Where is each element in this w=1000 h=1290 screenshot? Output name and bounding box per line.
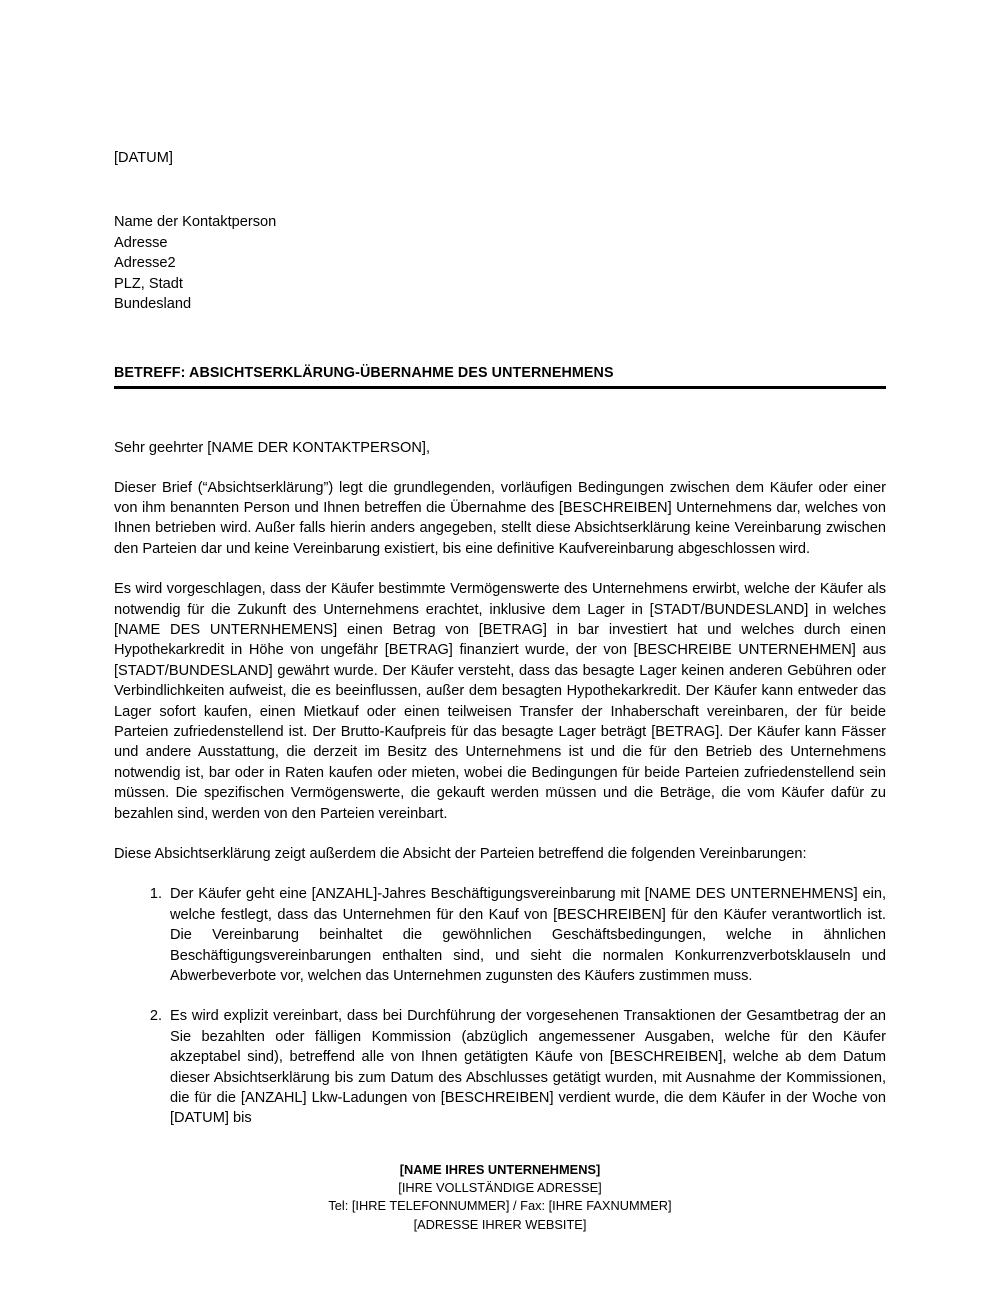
body-paragraph: Dieser Brief (“Absichtserklärung”) legt die grundlegenden, vorläufigen Bedingungen zwischen dem Käufer oder einer von ihm benannten Person und Ihnen betreffen die Übernahme des [BESCHREIBEN] Unternehmens dar, welches von Ihnen betrieben wird. Außer falls hierin anders angegeben, stellt diese Absichtserklärung keine Vereinbarung zwischen den Parteien dar und keine Vereinbarung existiert, bis eine definitive Kaufvereinbarung abgeschlossen wird. (114, 479, 886, 557)
subject-divider (114, 386, 886, 389)
salutation: Sehr geehrter [NAME DER KONTAKTPERSON], (114, 439, 431, 456)
footer-address: [IHRE VOLLSTÄNDIGE ADRESSE] (398, 1180, 602, 1196)
letter-content (114, 0, 886, 1129)
recipient-line: Name der Kontaktperson (114, 214, 277, 230)
date-line: [DATUM] (114, 150, 173, 166)
recipient-line: Bundesland (114, 296, 192, 312)
agreements-list (114, 884, 886, 1128)
recipient-address-block (114, 212, 886, 315)
recipient-line: Adresse2 (114, 255, 176, 271)
subject-line: BETREFF: ABSICHTSERKLÄRUNG-ÜBERNAHME DES UNTERNEHMENS (114, 364, 614, 381)
footer-company-name: [NAME IHRES UNTERNEHMENS] (399, 1162, 601, 1177)
list-item: Es wird explizit vereinbart, dass bei Durchführung der vorgesehenen Transaktionen der Gesamtbetrag der an Sie bezahlten oder fälligen Kommission (abzüglich angemessener Ausgaben, welche für den Käufer akzeptabel sind), betreffend alle von Ihnen getätigten Käufe von [BESCHREIBEN], welche ab dem Datum dieser Absichtserklärung bis zum Datum des Abschlusses getätigt wurden, mit Ausnahme der Kommissionen, die für die [ANZAHL] Lkw-Ladungen von [BESCHREIBEN] verdient wurde, die dem Käufer in der Woche von [DATUM] bis (170, 1008, 886, 1127)
subject-block (114, 364, 886, 389)
recipient-line: PLZ, Stadt (114, 275, 183, 292)
footer-contact: Tel: [IHRE TELEFONNUMMER] / Fax: [IHRE FAXNUMMER] (328, 1198, 672, 1214)
body-paragraph: Diese Absichtserklärung zeigt außerdem die Absicht der Parteien betreffend die folgenden Vereinbarungen: (114, 846, 807, 862)
recipient-line: Adresse (114, 234, 168, 251)
footer-website: [ADRESSE IHRER WEBSITE] (413, 1216, 587, 1232)
letter-footer (0, 1161, 1000, 1234)
body-paragraph: Es wird vorgeschlagen, dass der Käufer bestimmte Vermögenswerte des Unternehmens erwirbt, welche der Käufer als notwendig für die Zukunft des Unternehmens erachtet, inklusive dem Lager in [STADT/BUNDESLAND] in welches [NAME DES UNTERNHEMENS] einen Betrag von [BETRAG] in bar investiert hat und welches durch einen Hypothekarkredit in Höhe von ungefähr [BETRAG] finanziert wurde, der von [BESCHREIBE UNTERNEHMEN] aus [STADT/BUNDESLAND] gewährt wurde. Der Käufer versteht, dass das besagte Lager keinen anderen Gebühren oder Verbindlichkeiten aufweist, die es beeinflussen, außer dem besagten Hypothekarkredit. Der Käufer kann entweder das Lager sofort kaufen, einen Mietkauf oder einen teilweisen Transfer der Inhaberschaft vereinbaren, der für beide Parteien zufriedenstellend ist. Der Brutto-Kaufpreis für das besagte Lager beträgt [BETRAG]. Der Käufer kann Fässer und andere Ausstattung, die derzeit im Besitz des Unternehmens ist und die für den Betrieb des Unternehmens notwendig ist, bar oder in Raten kaufen oder mieten, wobei die Bedingungen für beide Parteien zufriedenstellend sein müssen. Die spezifischen Vermögenswerte, die gekauft werden müssen und die Beträge, die vom Käufer dafür zu bezahlen sind, werden von den Parteien vereinbart. (114, 581, 886, 822)
list-item: Der Käufer geht eine [ANZAHL]-Jahres Beschäftigungsvereinbarung mit [NAME DES UNTERNEHMENS] ein, welche festlegt, dass das Unternehmen für den Kauf von [BESCHREIBEN] für den Käufer verantwortlich ist. Die Vereinbarung beinhaltet die gewöhnlichen Geschäftsbedingungen, welche in ähnlichen Beschäftigungsvereinbarungen enthalten sind, und sieht die normalen Konkurrenzverbotsklauseln und Abwerbeverbote vor, welchen das Unternehmen zugunsten des Käufers zustimmen muss. (170, 886, 886, 985)
